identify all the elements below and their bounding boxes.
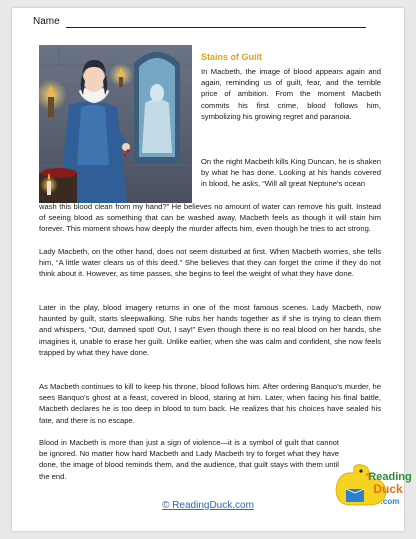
name-label: Name	[33, 16, 60, 27]
paragraph-3: Lady Macbeth, on the other hand, does not seem disturbed at first. When Macbeth worries, she tells him, “A little water clears us of this deed.” She believes that they can forget the crime if they do not think about it. However, as time passes, she begins to feel the weight of what they have done.	[39, 247, 381, 279]
lady-macbeth-illustration	[39, 45, 192, 203]
logo-word-duck: Duck	[373, 482, 403, 496]
paragraph-4: Later in the play, blood imagery returns in one of the most famous scenes. Lady Macbeth, now haunted by guilt, starts sleepwalking. She rubs her hands together as if she is trying to clean them and whispers, “Out, damned spot! Out, I say!” Even though there is no real blood on her hands, she imagines it, unable to erase her guilt. Unlike earlier, when she was calm and confident, she now feels trapped by what they have done.	[39, 303, 381, 357]
paragraph-2-continued: wash this blood clean from my hand?” He believes no amount of water can remove his guilt. Instead of seeing blood as something that can be washed away, Macbeth feels as though it will stain him forever. This moment shows how deeply the murder affects him, even though he tries to act strong.	[39, 202, 381, 234]
logo-word-com: .com	[380, 497, 400, 506]
paragraph-6: Blood in Macbeth is more than just a sign of violence—it is a symbol of guilt that cannot be ignored. No matter how hard Macbeth and Lady Macbeth try to forget what they have done, the image of blood reminds them, and the audience, that guilt stays with them until the end.	[39, 438, 339, 481]
logo-word-reading: Reading	[368, 471, 412, 483]
article-title: Stains of Guilt	[201, 52, 263, 62]
reading-duck-logo	[332, 459, 412, 511]
paragraph-1: In Macbeth, the image of blood appears again and again, reminding us of guilt, fear, and the terrible price of ambition. From the moment Macbeth commits his first crime, blood follows him, symbolizing his growing regret and paranoia.	[201, 67, 381, 121]
name-line	[66, 27, 366, 28]
paragraph-2-start: On the night Macbeth kills King Duncan, he is shaken by what he has done. Looking at his hands covered in blood, he asks, “Will all great Neptune’s ocean	[201, 157, 381, 189]
footer-link[interactable]: © ReadingDuck.com	[162, 500, 254, 511]
paragraph-5: As Macbeth continues to kill to keep his throne, blood follows him. After ordering Banquo’s murder, he sees Banquo’s ghost at a feast, covered in blood, staring at him. Later, when facing his final battle, Macbeth declares he is too deep in blood to turn back. He realizes that his choices have sealed his fate, and there is no escape.	[39, 382, 381, 425]
